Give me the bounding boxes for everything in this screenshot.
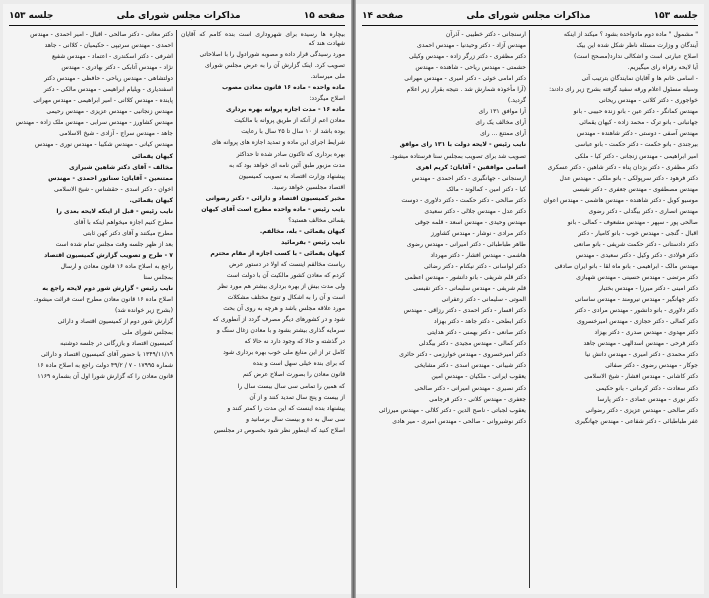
- text-line: دکتر صالحی - دکتر حکمت - دکتر دلاوری - دوست: [401, 196, 526, 204]
- text-line: مهندس آصفی - دوستی - دکتر شاهنده - مهندس: [576, 130, 698, 138]
- text-line: - اسامی خانم ها و آقایان نمایندگان بترتیب آتی: [581, 75, 698, 83]
- text-line: شرایط اجرای این ماده و تمدید اجازه های پروانه های: [211, 139, 345, 147]
- journal-title: مذاکرات مجلس شورای ملی: [116, 11, 241, 21]
- text-line: شماره ۱۷۹۹۵ - ۷ / ۴۹/۲ دولت راجع به اصلاح ماده ۱۶: [37, 362, 173, 370]
- page-number: صفحه ۱۵: [303, 11, 345, 21]
- text-line: مورد علاقه مجلس باشد و هرچه به روی آن بحث: [223, 305, 345, 313]
- text-line: بیچاره ها رسیده برای شهروداری است بنده کامم که آقایان شهادت هند که: [181, 31, 345, 48]
- text-line: مهندس مصطفوی - مهندس جعفری - دکتر نفیسی: [572, 185, 698, 193]
- column-divider: [529, 30, 530, 588]
- text-line: دکتر ابطحی - دکتر جاهد - دکتر بهزاد: [433, 318, 526, 326]
- text-line: بمجلس سنا: [143, 274, 173, 282]
- text-line: بعد از ظهر جلسه وقت مجلس تمام شده است: [55, 240, 173, 248]
- text-line: معادن اعم از آنکه از طریق پروانه با مالکیت: [234, 117, 345, 125]
- text-line: آرای ممتنع ... رای: [480, 130, 526, 138]
- text-line: جوکار - مهندس رضوی - دکتر صفائی: [605, 362, 698, 370]
- text-line: دکتر مظفری - دکتر زرگر زاده - مهندس وکیلی: [408, 53, 526, 61]
- text-line: گزارش شور دوم از کمیسیون اقتصاد و دارائی: [57, 318, 173, 326]
- page-15: [3, 4, 351, 594]
- text-line: اصلاح ماده ۱۶ قانون معادن مطرح است قرائت میشود.: [33, 296, 173, 304]
- journal-title: مذاکرات مجلس شورای ملی: [466, 11, 591, 21]
- text-line: آیندگان و وزارت مسئله ناظر شکل شده این بیک: [576, 42, 698, 50]
- column-left: [362, 30, 526, 590]
- text-line: دولتشاهی - مهندس ریاحی - حافظی - مهندس دکتر: [44, 75, 173, 83]
- text-line: از بیست و پنج سال تمدید کنند و از آن: [249, 393, 345, 401]
- text-line: مهندس وحیدی - مهندس اسعد - قلمه جوقی: [414, 218, 526, 226]
- text-line: غفر طباطبائی - دکتر شفاعی - مهندس جهانگیری: [574, 417, 698, 425]
- text-line: (آرا مأخوذه شمارش شد . نتیجه بقرار زیر اعلام: [406, 86, 526, 94]
- text-line: دکتر لواسانی - دکتر نیکنام - دکتر رضائی: [424, 262, 526, 270]
- text-line: صالحی پور - سپهر - مهندس مشعوف - کمالی - بانو: [567, 218, 698, 226]
- text-line: دکتر فرهود - دکتر سرپولکی - بانو ملکی - مهندس عدل: [559, 174, 698, 182]
- text-line: ممتنعین - آقایان: سناتور احمدی - مهندس: [48, 174, 173, 182]
- text-line: مطرح میکنند و آقای دکتر کهن ثابتی: [82, 229, 173, 237]
- text-line: قانون معادن را که گزارش شورا اول آن بشماره ۱۱۶۹: [37, 373, 173, 381]
- text-line: کیهان یقمائی - بله، مخالفم.: [259, 227, 345, 235]
- text-line: نژاد - مهندس آتابکی - دکتر بهادری - مهندس: [61, 64, 173, 72]
- text-line: نایب رئیس - بفرمائید: [281, 238, 345, 246]
- text-line: آرای مخالف یک رای: [475, 119, 526, 127]
- text-line: دکتر شیبانی - مهندس اسدی - دکتر مشایخی: [414, 362, 526, 370]
- text-line: اصلاح کنید که اینطور نظر شود بخصوص در مجلسین: [213, 426, 345, 434]
- text-line: تصویب شد برای تصویب بمجلس سنا فرستاده میشود.: [389, 152, 526, 160]
- text-line: طاهر طباطبائی - دکتر امیرانی - مهندس رضوی: [406, 240, 526, 248]
- text-line: یعقوب ایرانی - ملکیان - مهندس امین: [431, 373, 526, 381]
- text-line: دکتر امینی - دکتر میرزا - مهندس بختیار: [598, 285, 698, 293]
- text-line: نایب رئیس - لایحه دولت با ۱۳۱ رای موافق: [399, 141, 526, 149]
- text-line: ماده ۱۶ - مدت اجازه پروانه بهره برداری: [226, 106, 345, 114]
- text-line: دکتر نوشیروانی - صالحی - مهندس امیری - میر هادی: [392, 417, 526, 425]
- text-line: مهندس کیانی - مهندس شکیبا - مهندس نوری - مهندس: [34, 141, 173, 149]
- text-line: دکتر مظفری - دکتر یزدان پناه - دکتر شاهین - دکتر عسکری: [547, 163, 698, 171]
- text-line: ۷ - طرح و تصویب گزارش کمیسیون اقتصاد: [44, 251, 173, 259]
- text-line: آرا موافق ۱۳۱ رای: [478, 108, 526, 116]
- text-line: قانون معادن را بصورت اصلاح عرض کنم: [242, 371, 345, 379]
- text-line: دکتر صالحی - مهندس عزیزی - دکتر رضوانی: [585, 406, 698, 414]
- text-line: اسامی موافقین - آقایان: کریم اهری: [415, 163, 526, 171]
- page-number: صفحه ۱۴: [362, 11, 404, 21]
- text-line: دکتر محمدی - دکتر امیری - مهندس دانش نیا: [585, 351, 698, 359]
- text-line: تصویب کرد. اینک گزارش آن را به عرض مجلس شورای: [205, 62, 345, 70]
- column-left: [9, 30, 173, 590]
- text-line: در گذشته و حالا که وجود دارد نه حالا که: [244, 338, 345, 346]
- text-line: ولی مدت بیش از بهره برداری بیشتر هم مورد نظر: [217, 283, 345, 291]
- text-line: دکتر فرحی - مهندس اسدالهی - مهندس جاهد: [583, 340, 698, 348]
- text-line: اخوان - دکتر اسدی - حقشناس - شیخ الاسلامی: [53, 185, 173, 193]
- text-line: مهندس زنجانیی - مهندس عزیزی - مهندس رحیمی: [46, 108, 173, 116]
- text-line: است و آن را به اشکال و تنوع مختلف مشکلات: [227, 294, 345, 302]
- text-line: ریاست مخالفم اینست که اولا در دستور عرض: [229, 260, 345, 268]
- text-line: که برای بنده خیلی سهل است و بنده: [252, 360, 345, 368]
- text-line: جهانبانی - بانو ترک - محمد زاده - کیهان یقمائی: [579, 119, 698, 127]
- text-line: دکتر سعادت - دکتر کرمانی - بانو حکیمی: [595, 384, 698, 392]
- text-line: دکتر نصیری - مهندس امیرانی - دکتر صالحی: [414, 384, 526, 392]
- text-line: دکتر دادستانی - دکتر حکمت شریفی - بانو صانعی: [573, 240, 698, 248]
- text-line: دکتر صانعی - دکتر بهمنی - دکتر هدایتی: [427, 329, 526, 337]
- text-line: کیا - دکتر امین - کمالوند - مالک: [446, 185, 526, 193]
- text-line: دکتر کاشانی - مهندس افشار - شیخ الاسلامی: [584, 373, 698, 381]
- text-line: مدت مزبور طبق آئین نامه ای خواهد بود که به: [229, 161, 345, 169]
- text-line: اقبال - گنجی - مهندس خوب - بانو کامیار - دکتر: [578, 229, 698, 237]
- text-line: راجع به اصلاح ماده ۱۶ قانون معادن و ارسال: [60, 262, 173, 270]
- column-divider: [176, 30, 177, 588]
- text-line: دکتر فولادی - دکتر وکیل - دکتر سعیدی - مهندس: [575, 251, 698, 259]
- text-line: بمجلس شورای ملی: [122, 329, 173, 337]
- text-line: جعفری - مهندس کلانی - دکتر فرجامی: [429, 395, 526, 403]
- text-line: جاهد - مهندس سراج - آزادی - شیخ الاسلامی: [59, 130, 173, 138]
- text-line: دکتر افسار - دکتر احمدی - دکتر رزاقی - مهندس: [403, 307, 526, 315]
- text-line: کامل تر از این منابع ملی خوب بهره برداری شود: [223, 349, 345, 357]
- text-line: دکتر کمالی - مهندس مجیدی - دکتر بیگدلی: [418, 340, 526, 348]
- page-header: [362, 7, 698, 26]
- text-line: مطرح کنیم اجازه میخواهم اینکه با آقای: [73, 218, 173, 226]
- text-line: دکتر معانی - دکتر صالحی - اقبال - امیر احمدی - مهندس: [30, 31, 173, 38]
- text-line: دکتر جهانگیر - مهندس نیرومند - مهندس ساسانی: [574, 296, 698, 304]
- text-line: امیر ابراهیمی - مهندس زنجانی - دکتر کیا - ملکی: [574, 152, 698, 160]
- text-line: ملی میرساند.: [310, 73, 345, 81]
- text-line: شود و در کشورهای دیگر مصرف گردد از آنطوری که: [212, 316, 345, 324]
- text-line: دکتر دلاوری - بانو دانشور - مهندس مرادی - دکتر: [575, 307, 698, 315]
- text-line: مهندس کشاورز - مهندس سرابی - مهندس ملک زاده - مهندس: [15, 119, 173, 127]
- text-line: مهندس آزاد - دکتر وحیدنیا - مهندس احمدی: [416, 42, 526, 50]
- column-right: [534, 30, 698, 590]
- text-line: اشرفی - دکتر اسکندری - اعتماد - مهندس شفیع: [51, 53, 173, 61]
- text-line: دکتر نوری - مهندس عمادی - دکتر پارسا: [597, 395, 698, 403]
- session-number: جلسه ۱۵۳: [653, 11, 698, 21]
- text-line: مورد رسیدگی قرار داده و مصوبه شورادول را با اصلاحاتی: [199, 51, 345, 59]
- text-line: قلم شریفی - مهندس سلیمانی - دکتر نفیسی: [413, 285, 526, 293]
- text-line: مهندس مالک - ابراهیمی - بانو ماه لقا - بانو ایران صادقی: [554, 262, 698, 270]
- session-number: جلسه ۱۵۳: [9, 11, 54, 21]
- text-line: خواجوری - دکتر کلانی - مهندس ریحانی: [598, 97, 698, 105]
- text-line: هاشمی - مهندس افشار - دکتر مهرداد: [430, 251, 526, 259]
- text-line: کیهان یقمائی - با کسب اجازه از مقام محترم: [210, 249, 345, 257]
- text-line: که همین را تمامی سی سال بیست سال را: [237, 382, 345, 390]
- text-line: اسفندیاری - ویلیام ابراهیمی - مهندس مالکی - دکتر: [43, 86, 173, 94]
- text-line: بوده باشد از ۱۰ سال تا ۲۵ سال با رعایت: [241, 128, 345, 136]
- text-line: پیشنهاد بنده اینست که این مدت را کمتر کنند و: [227, 404, 345, 412]
- text-line: آیا لایحه رفراه رای میگیریم.: [627, 64, 698, 72]
- text-line: گردید.): [507, 97, 526, 105]
- text-line: دکتر مهدوی - مهندس صدری - دکتر بهزاد: [594, 329, 698, 337]
- text-line: ارسنجانی - دکتر خطیبی - آذرآن: [445, 31, 526, 38]
- text-line: دکتر امامی خوئی - دکتر امیری - مهندس مهرانی: [404, 75, 526, 83]
- text-line: مهندس کمانگر - دکتر عین - بانو زنده حبیبی - بانو: [573, 108, 698, 116]
- text-line: مخبر کمیسیون اقتصاد و دارائی - دکتر رضوانی: [205, 194, 345, 202]
- text-line: دکتر امیرخسروی - مهندس خوارزمی - دکتر حائری: [399, 351, 526, 359]
- text-line: سی سال به ده و بیست سال برسانید و: [246, 415, 345, 423]
- text-line: کیهان یقمائی.: [129, 196, 173, 204]
- text-line: بهره برداری که تاکنون صادر شده تا حداکثر: [236, 150, 345, 158]
- page-header: [9, 7, 345, 26]
- text-line: پاینده - مهندس کلاانی - امیر ابراهیمی - مهندس مهرانی: [33, 97, 173, 105]
- text-line: کردم که معادن کشور مالکیت آن با دولت است: [226, 272, 345, 280]
- column-right: [181, 30, 345, 590]
- text-line: نایب رئیس - گزارش شور دوم لایحه راجع به: [42, 285, 173, 293]
- text-line: ۱۳۴۹/۱۱/۱۹ با حضور آقای کمیسیون اقتصاد و دارائی: [40, 351, 173, 359]
- text-line: یعقوب لجباتی - ناصح الدین - دکتر کلالی - مهندس میرزائی: [378, 406, 526, 414]
- text-line: الموتی - سلیمانی - دکتر زعفرانی: [441, 296, 526, 304]
- text-line: اصلاح عبارتی است و اشکالی ندارد(مصحح است): [574, 53, 698, 61]
- text-line: ماده واحده - ماده ۱۶ قانون معادن مصوب: [222, 84, 345, 92]
- text-line: مخالف - آقای دکتر شاهین شیرازی: [69, 163, 173, 171]
- text-line: دکتر قلم شریفی - بانو دانشور - مهندس اعظمی: [404, 274, 526, 282]
- text-line: بیرجندی - بانو حکمت - دکتر حکمت - بانو عباسی: [575, 141, 698, 149]
- text-line: دکتر مرادی - نوشار - مهندس کشاورز: [431, 229, 526, 237]
- text-line: وسیله مسئول اعلام ورقه سفید گرفته بشرح زیر رای دادند:: [549, 86, 698, 94]
- text-line: اقتصاد مجلسین خواهد رسید.: [271, 183, 345, 191]
- text-line: کمیسیون اقتصاد و بازرگانی در جلسه دوشنبه: [60, 340, 173, 348]
- text-line: یقمائی مخالف هستید؟: [288, 216, 345, 224]
- text-line: احمدی - مهندس سرتیپی - حکیمیان - کلاانی - جاهد: [44, 42, 173, 50]
- text-line: سرمایه گذاری بیشتر بشود و با معادن زغال سنگ و: [216, 327, 345, 335]
- text-line: اصلاح میگردد:: [309, 95, 345, 103]
- text-line: دکتر کمالی - دکتر حجازی - مهندس امیرخسروی: [576, 318, 698, 326]
- text-line: " مشمول " ماده دوم مادواحده بشود ؟ میکند از اینکه: [563, 31, 698, 38]
- text-line: دکتر مرتضی - مهندس حسینی - مهندس شهبازی: [576, 274, 698, 282]
- text-line: (بشرح زیر خوانده شد): [115, 307, 173, 315]
- text-line: نایب رئیس - قبل از اینکه لایحه بعدی را: [56, 207, 173, 215]
- text-line: مهندس انصاری - دکتر بیگدلی - دکتر رضوی: [588, 207, 698, 215]
- text-line: موسیو کوبل - دکتر شاهنده - مهندس هاشمی - مهندس اعوان: [543, 196, 698, 204]
- text-line: نایب رئیس - ماده واحده مطرح است آقای کیهان: [201, 205, 345, 213]
- text-line: کیهان یقمائی: [131, 152, 173, 160]
- text-line: ارسنجانی - جهانگیری - دکتر احمدی - مهندس: [411, 174, 526, 182]
- page-14: [356, 4, 704, 594]
- text-line: پیشنهاد وزارت اقتصاد به تصویب کمیسیون: [238, 172, 345, 180]
- text-line: حشمتی - مهندس ریاحی - شاهنده - مهندس: [415, 64, 526, 72]
- text-line: دکتر عدل - مهندس جلالی - دکتر سعیدی: [424, 207, 526, 215]
